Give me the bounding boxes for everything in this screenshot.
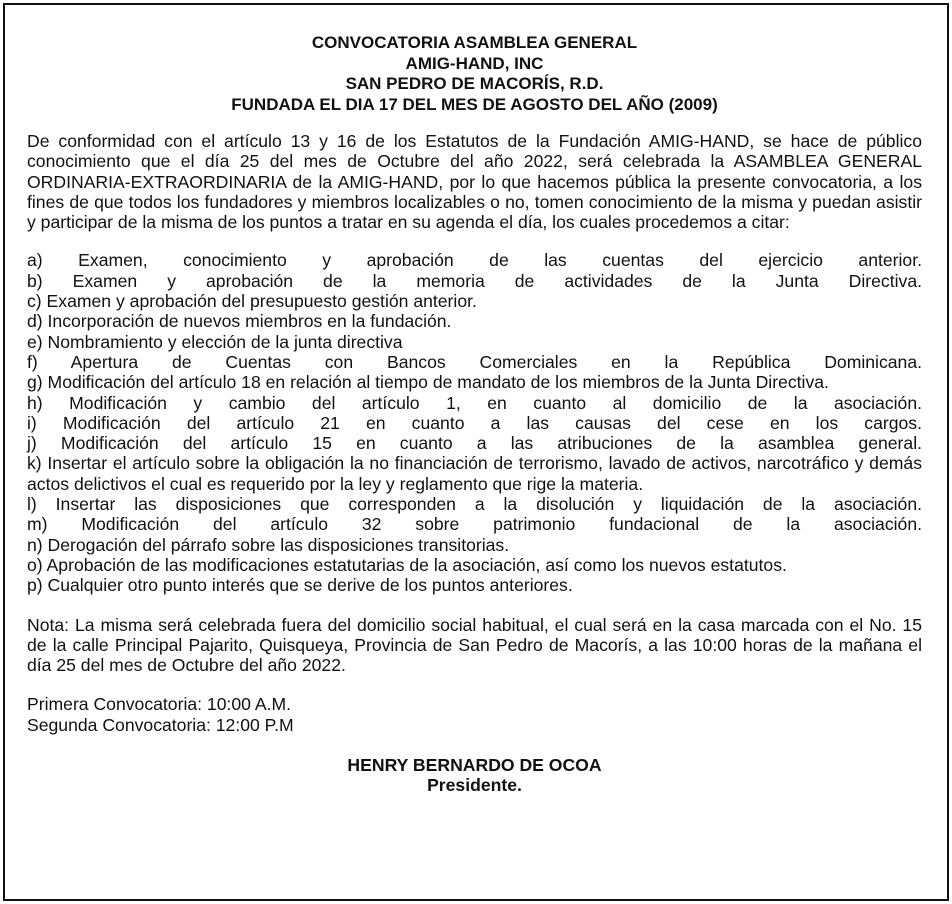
agenda-item-o: o) Aprobación de las modificaciones estatutarias de la asociación, así como los nuevos estatutos. bbox=[27, 554, 787, 575]
header-title: CONVOCATORIA ASAMBLEA GENERAL bbox=[311, 33, 638, 52]
agenda-item-i: i) Modificación del artículo 21 en cuanto a las causas del cese en los cargos. bbox=[27, 412, 922, 433]
agenda-item-e: e) Nombramiento y elección de la junta directiva bbox=[27, 331, 403, 352]
agenda-item-a: a) Examen, conocimiento y aprobación de las cuentas del ejercicio anterior. bbox=[27, 250, 922, 271]
notice-header bbox=[27, 33, 922, 115]
agenda-item-d: d) Incorporación de nuevos miembros en la fundación. bbox=[27, 311, 452, 332]
header-location: SAN PEDRO DE MACORÍS, R.D. bbox=[345, 74, 604, 93]
agenda-item-c: c) Examen y aprobación del presupuesto gestión anterior. bbox=[27, 291, 477, 312]
agenda-item-g: g) Modificación del artículo 18 en relación al tiempo de mandato de los miembros de la Junta Directiva. bbox=[27, 372, 829, 393]
agenda-item-m: m) Modificación del artículo 32 sobre patrimonio fundacional de la asociación. bbox=[27, 514, 922, 535]
signer-name: HENRY BERNARDO DE OCOA bbox=[347, 755, 602, 776]
agenda-item-h: h) Modificación y cambio del artículo 1, en cuanto al domicilio de la asociación. bbox=[27, 392, 922, 413]
notice-content bbox=[27, 33, 922, 796]
note-paragraph: Nota: La misma será celebrada fuera del domicilio social habitual, el cual será en la casa marcada con el No. 15 de la calle Principal Pajarito, Quisqueya, Provincia de San Pedro de Macorís, a las 10:00 horas de la mañana el día 25 del mes de Octubre del año 2022. bbox=[27, 614, 922, 676]
agenda-item-n: n) Derogación del párrafo sobre las disposiciones transitorias. bbox=[27, 534, 510, 555]
agenda-item-k: k) Insertar el artículo sobre la obligación la no financiación de terrorismo, lavado de activos, narcotráfico y demás actos delictivos el cual es requerido por la ley y reglamento que rige la materia. bbox=[27, 453, 922, 494]
primera-convocatoria: Primera Convocatoria: 10:00 A.M. bbox=[27, 694, 292, 715]
agenda-item-l: l) Insertar las disposiciones que corresponden a la disolución y liquidación de la asociación. bbox=[27, 494, 922, 515]
agenda-item-f: f) Apertura de Cuentas con Bancos Comerciales en la República Dominicana. bbox=[27, 351, 922, 372]
segunda-convocatoria: Segunda Convocatoria: 12:00 P.M bbox=[27, 714, 294, 735]
agenda-item-b: b) Examen y aprobación de la memoria de actividades de la Junta Directiva. bbox=[27, 270, 922, 291]
header-founded: FUNDADA EL DIA 17 DEL MES DE AGOSTO DEL AÑO (2009) bbox=[231, 94, 718, 114]
convocatoria-times bbox=[27, 694, 922, 735]
agenda-item-j: j) Modificación del artículo 15 en cuanto a las atribuciones de la asamblea general. bbox=[27, 433, 922, 454]
header-organization: AMIG-HAND, INC bbox=[405, 53, 544, 73]
signer-title: Presidente. bbox=[427, 775, 522, 796]
agenda-list bbox=[27, 250, 922, 595]
agenda-item-p: p) Cualquier otro punto interés que se derive de los puntos anteriores. bbox=[27, 575, 573, 596]
signature-block bbox=[27, 755, 922, 796]
intro-paragraph: De conformidad con el artículo 13 y 16 de los Estatutos de la Fundación AMIG-HAND, se hace de público conocimiento que el día 25 del mes de Octubre del año 2022, será celebrada la ASAMBLEA GENERAL ORDINARIA-EXTRAORDINARIA de la AMIG-HAND, por lo que hacemos pública la presente convocatoria, a los fines de que todos los fundadores y miembros localizables o no, tomen conocimiento de la misma y puedan asistir y participar de la misma de los puntos a tratar en su agenda el día, los cuales procedemos a citar: bbox=[27, 131, 922, 233]
